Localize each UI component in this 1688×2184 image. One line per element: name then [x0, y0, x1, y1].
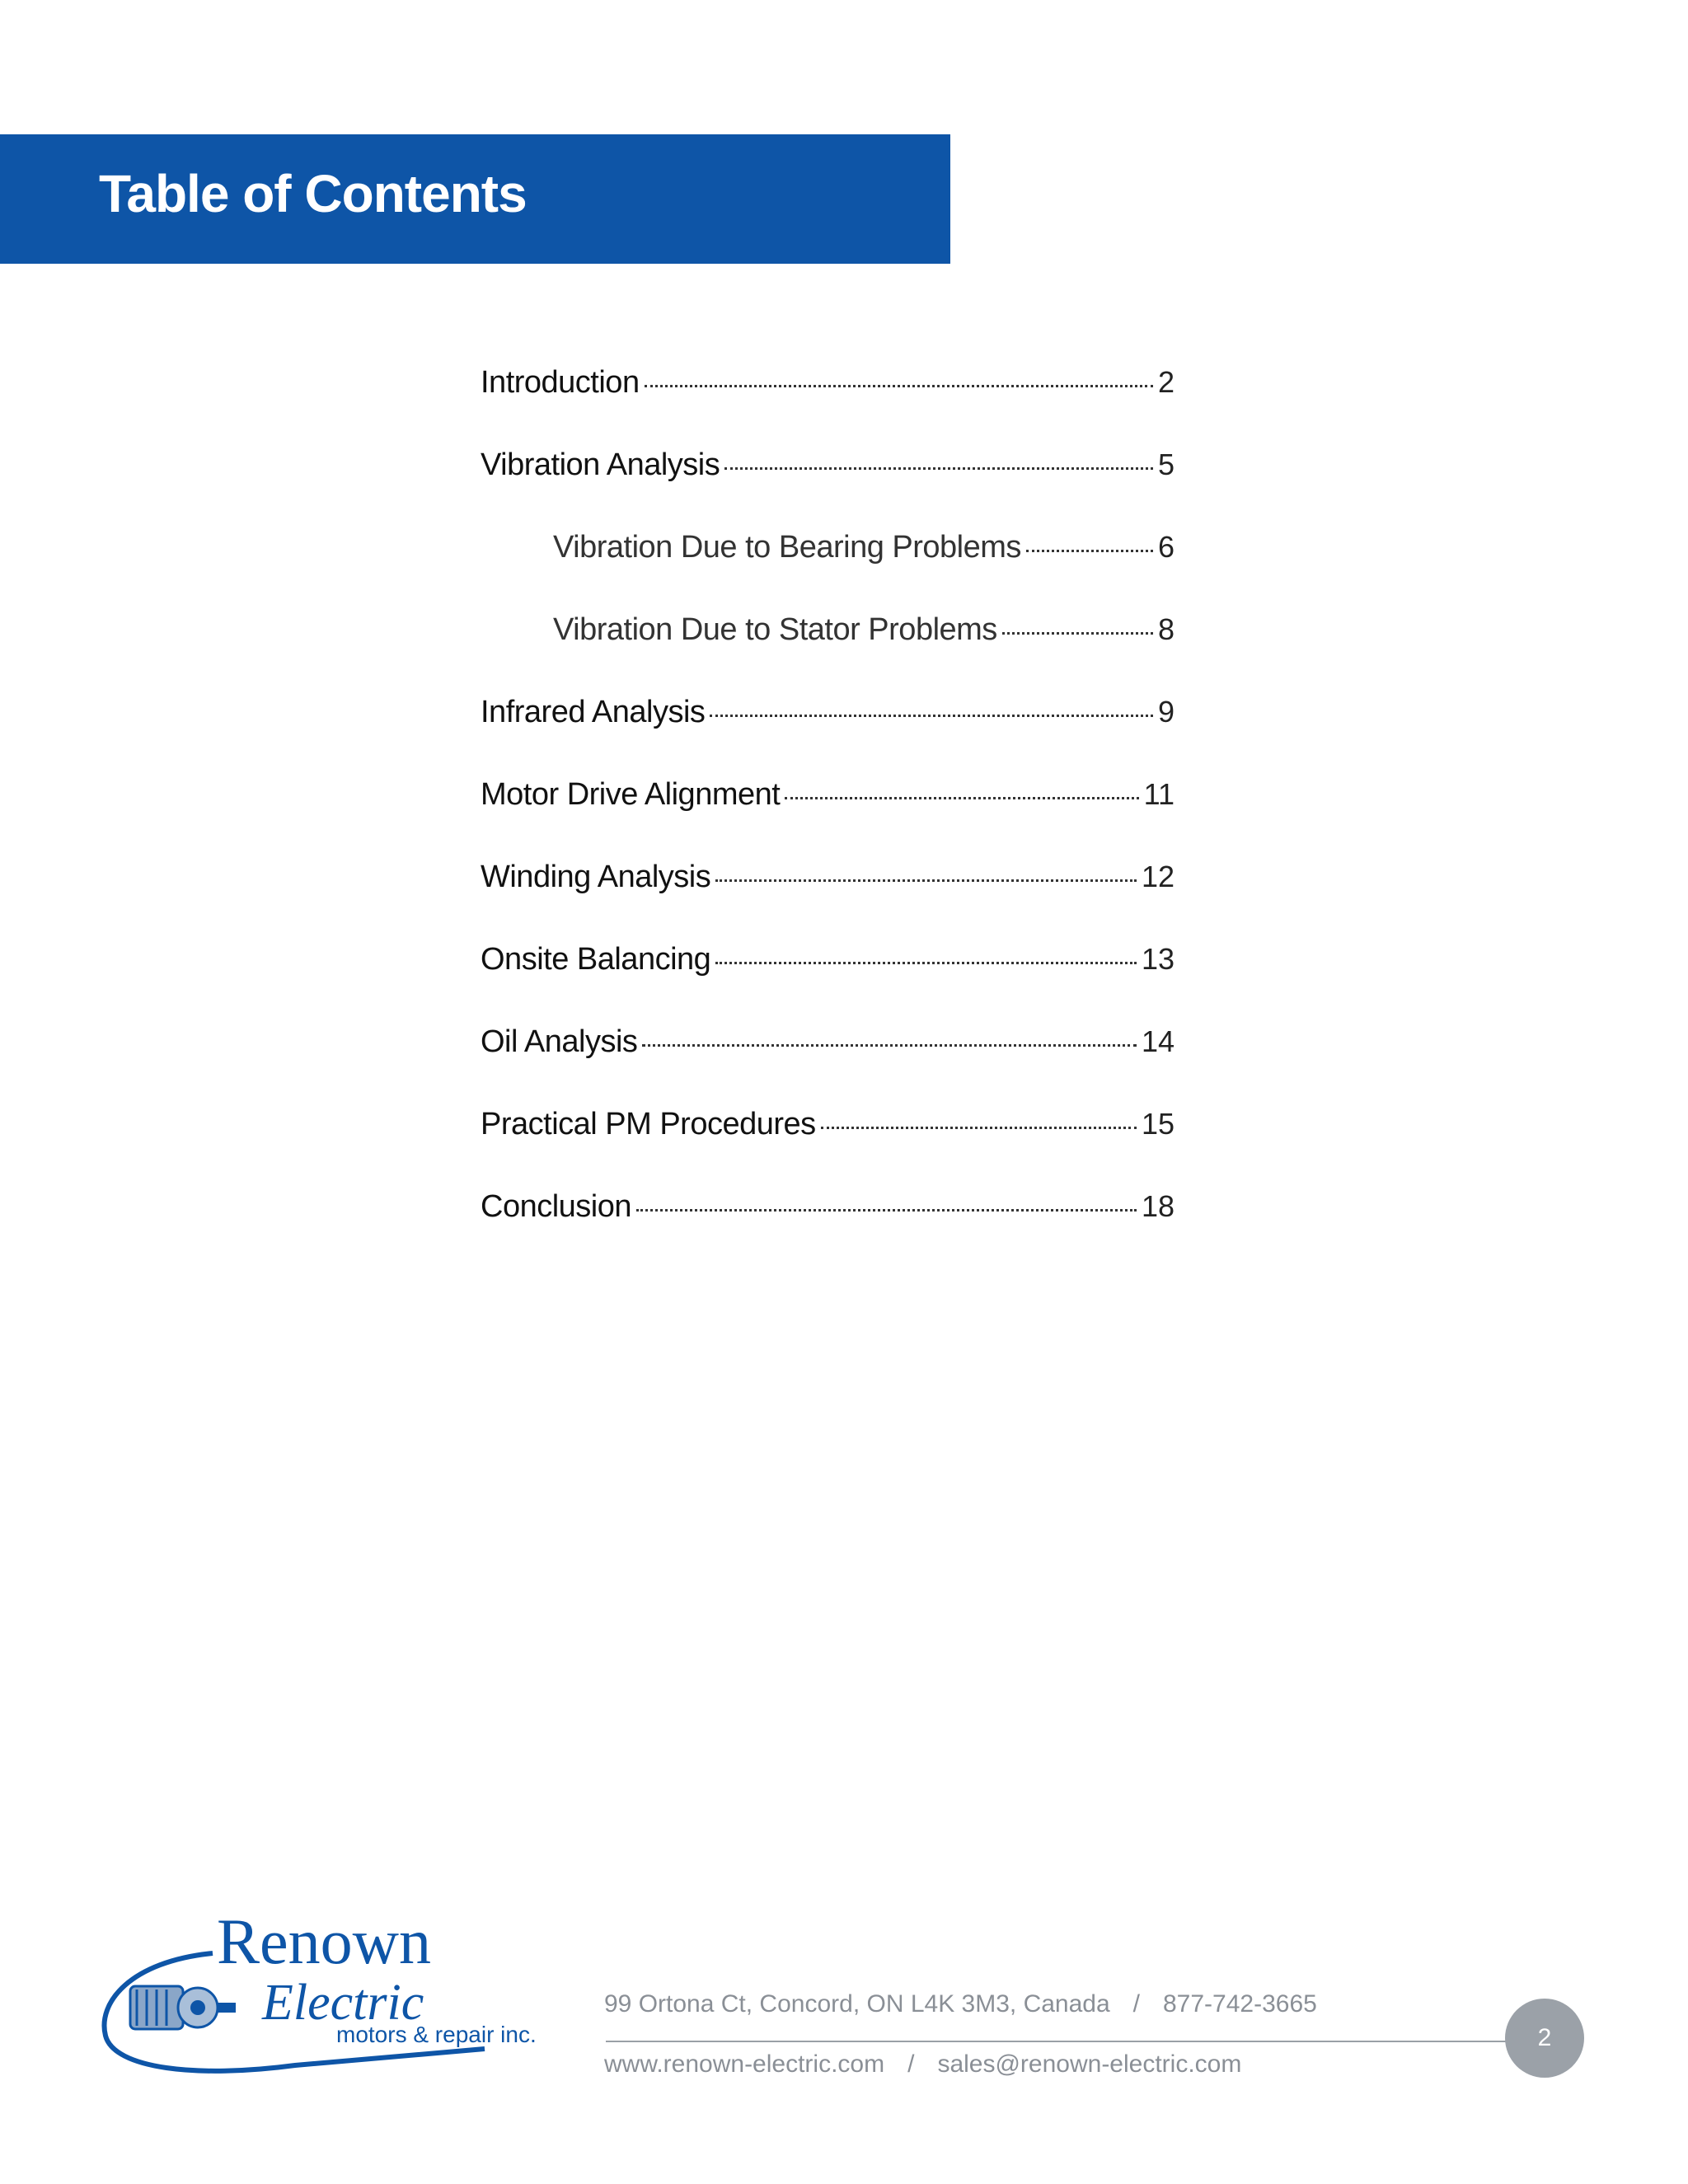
- logo-wordmark-electric: Electric: [262, 1975, 424, 2031]
- toc-entry-label: Motor Drive Alignment: [481, 777, 781, 812]
- logo-wordmark-renown: Renown: [217, 1905, 431, 1977]
- toc-entry-label: Practical PM Procedures: [481, 1107, 816, 1141]
- toc-entry-page: 13: [1141, 942, 1175, 976]
- dot-leader: [645, 385, 1153, 387]
- footer-email-link[interactable]: sales@renown-electric.com: [937, 2050, 1242, 2078]
- footer-divider: [606, 2041, 1508, 2042]
- dot-leader: [636, 1209, 1137, 1212]
- toc-entry-page: 15: [1141, 1107, 1175, 1141]
- footer-web-line: [604, 2050, 1241, 2079]
- toc-entry-label: Conclusion: [481, 1189, 631, 1224]
- toc-entry-stator-problems[interactable]: [481, 612, 1175, 695]
- toc-entry-page: 12: [1141, 860, 1175, 893]
- toc-entry-label: Onsite Balancing: [481, 942, 711, 977]
- page-number: 2: [1537, 2024, 1552, 2051]
- dot-leader: [642, 1044, 1137, 1047]
- dot-leader: [785, 797, 1138, 799]
- toc-entry-label: Infrared Analysis: [481, 695, 706, 729]
- toc-entry-page: 2: [1157, 365, 1175, 399]
- toc-entry-introduction[interactable]: [481, 365, 1175, 448]
- dot-leader: [715, 962, 1137, 964]
- toc-entry-winding-analysis[interactable]: [481, 860, 1175, 942]
- toc-entry-motor-drive-alignment[interactable]: [481, 777, 1175, 860]
- footer-separator: /: [907, 2050, 915, 2078]
- toc-entry-page: 5: [1157, 448, 1175, 481]
- footer-contact-line: [604, 1990, 1317, 2018]
- footer-separator: /: [1132, 1990, 1140, 2018]
- toc-entry-bearing-problems[interactable]: [481, 530, 1175, 612]
- toc-entry-conclusion[interactable]: [481, 1189, 1175, 1272]
- dot-leader: [710, 715, 1153, 717]
- footer-phone[interactable]: 877-742-3665: [1163, 1990, 1317, 2018]
- title-banner: [0, 134, 950, 264]
- dot-leader: [724, 467, 1153, 470]
- page-title: Table of Contents: [99, 164, 527, 223]
- toc-entry-page: 11: [1143, 777, 1175, 811]
- dot-leader: [821, 1127, 1137, 1129]
- toc-entry-page: 8: [1157, 612, 1175, 646]
- dot-leader: [1002, 632, 1153, 635]
- dot-leader: [715, 879, 1137, 882]
- renown-electric-logo: [97, 1904, 575, 2085]
- toc-entry-label: Vibration Due to Bearing Problems: [553, 530, 1021, 565]
- footer-address: 99 Ortona Ct, Concord, ON L4K 3M3, Canada: [604, 1990, 1110, 2018]
- toc-entry-label: Oil Analysis: [481, 1024, 638, 1059]
- toc-entry-page: 14: [1141, 1024, 1175, 1058]
- toc-entry-onsite-balancing[interactable]: [481, 942, 1175, 1024]
- footer-website-link[interactable]: www.renown-electric.com: [604, 2050, 885, 2078]
- toc-entry-oil-analysis[interactable]: [481, 1024, 1175, 1107]
- toc-entry-label: Introduction: [481, 365, 640, 400]
- toc-entry-page: 9: [1157, 695, 1175, 729]
- toc-entry-practical-pm[interactable]: [481, 1107, 1175, 1189]
- toc-entry-page: 6: [1157, 530, 1175, 564]
- toc-entry-page: 18: [1141, 1189, 1175, 1223]
- logo-tagline: motors & repair inc.: [336, 2022, 537, 2047]
- toc-entry-label: Vibration Analysis: [481, 448, 720, 482]
- page-number-badge: [1505, 1999, 1584, 2078]
- table-of-contents: [481, 365, 1175, 1272]
- motor-icon: [130, 1986, 236, 2029]
- toc-entry-infrared-analysis[interactable]: [481, 695, 1175, 777]
- toc-entry-label: Winding Analysis: [481, 860, 711, 894]
- dot-leader: [1026, 550, 1153, 552]
- toc-entry-label: Vibration Due to Stator Problems: [553, 612, 997, 647]
- toc-entry-vibration-analysis[interactable]: [481, 448, 1175, 530]
